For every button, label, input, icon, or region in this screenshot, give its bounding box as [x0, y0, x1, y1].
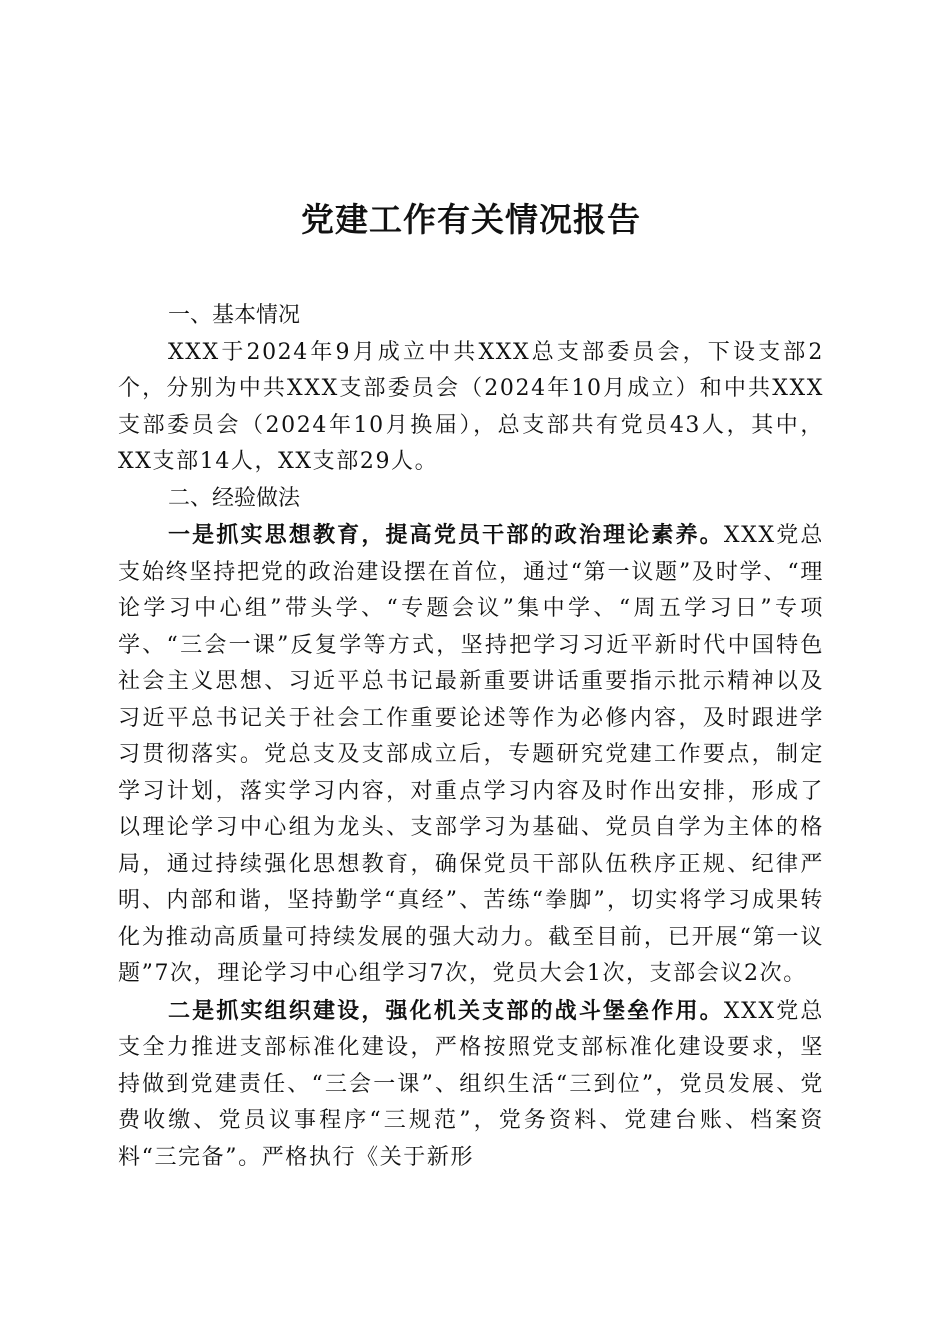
section-heading-basic-situation: 一、基本情况 — [168, 303, 301, 328]
organization-building-lead: 二是抓实组织建设，强化机关支部的战斗堡垒作用。 — [168, 997, 724, 1024]
document-body — [118, 298, 824, 1176]
ideological-education-body: XXX党总支始终坚持把党的政治建设摆在首位，通过“第一议题”及时学、“理论学习中心组”带头学、“专题会议”集中学、“周五学习日”专项学、“三会一课”反复学等方式，坚持把学习习近平新时代中国特色社会主义思想、习近平总书记最新重要讲话重要指示批示精神以及习近平总书记关于社会工作重要论述等作为必修内容，及时跟进学习贯彻落实。党总支及支部成立后，专题研究党建工作要点，制定学习计划，落实学习内容，对重点学习内容及时作出安排，形成了以理论学习中心组为龙头、支部学习为基础、党员自学为主体的格局，通过持续强化思想教育，确保党员干部队伍秩序正规、纪律严明、内部和谐，坚持勤学“真经”、苦练“拳脚”，切实将学习成果转化为推动高质量可持续发展的强大动力。截至目前，已开展“第一议题”7次，理论学习中心组学习7次，党员大会1次，支部会议2次。 — [118, 523, 824, 986]
organization-building-paragraph — [118, 993, 824, 1177]
basic-situation-paragraph: XXX于2024年9月成立中共XXX总支部委员会，下设支部2个，分别为中共XXX支部委员会（2024年10月成立）和中共XXX支部委员会（2024年10月换届），总支部共有党员43人，其中，XX支部14人，XX支部29人。 — [118, 339, 824, 474]
section-heading-experience: 二、经验做法 — [168, 485, 301, 511]
ideological-education-lead: 一是抓实思想教育，提高党员干部的政治理论素养。 — [168, 522, 724, 548]
document-title: 党建工作有关情况报告 — [301, 200, 641, 239]
ideological-education-paragraph — [118, 517, 824, 993]
organization-building-body: XXX党总支全力推进支部标准化建设，严格按照党支部标准化建设要求，坚持做到党建责任、“三会一课”、组织生活“三到位”，党员发展、党费收缴、党员议事程序“三规范”，党务资料、党建台账、档案资料“三完备”。严格执行《关于新形 — [118, 998, 824, 1170]
